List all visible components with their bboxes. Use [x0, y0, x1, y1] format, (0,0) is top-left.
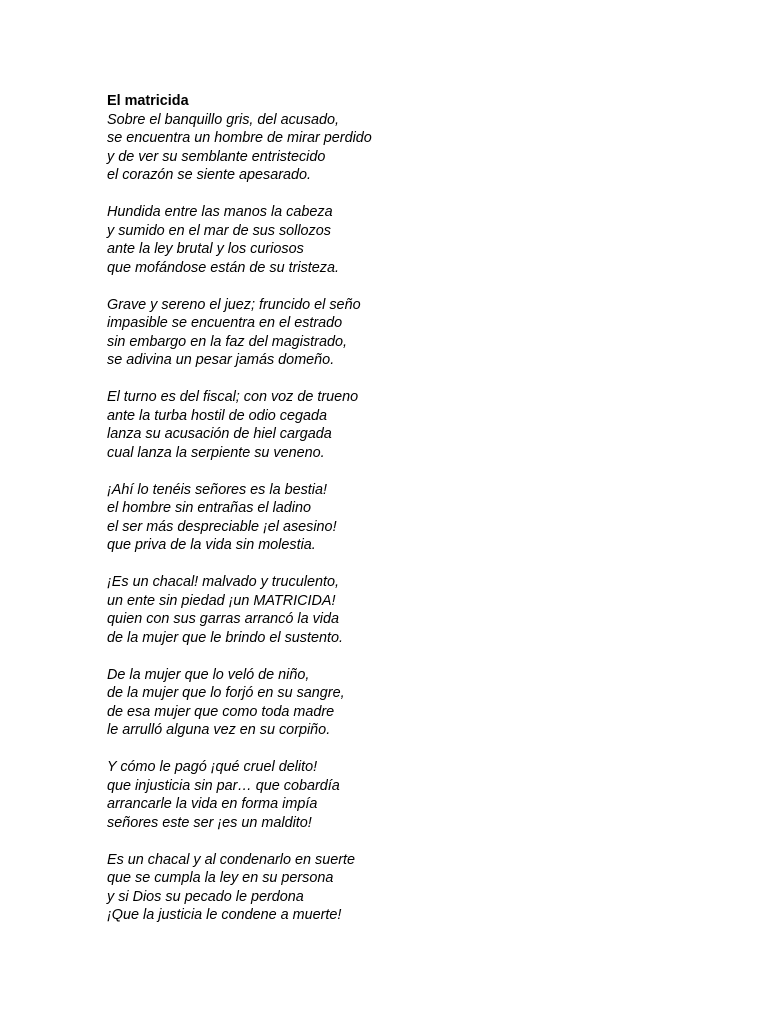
verse-line: el hombre sin entrañas el ladino [107, 500, 311, 516]
verse-line: se encuentra un hombre de mirar perdido [107, 130, 372, 146]
verse-line: de la mujer que le brindo el sustento. [107, 629, 343, 646]
verse-line: lanza su acusación de hiel cargada [107, 426, 332, 442]
stanza-2 [107, 203, 727, 277]
poem-title: El matricida [107, 93, 189, 109]
verse-line: Sobre el banquillo gris, del acusado, [107, 111, 339, 128]
stanza-7 [107, 666, 727, 740]
stanza-9 [107, 851, 727, 925]
verse-line: sin embargo en la faz del magistrado, [107, 333, 347, 350]
verse-line: arrancarle la vida en forma impía [107, 796, 318, 812]
verse-line: que priva de la vida sin molestia. [107, 537, 316, 553]
verse-line: Y cómo le pagó ¡qué cruel delito! [107, 759, 318, 775]
verse-line: ¡Que la justicia le condene a muerte! [107, 907, 342, 923]
document-page [107, 92, 727, 943]
verse-line: ¡Es un chacal! malvado y truculento, [107, 574, 339, 590]
verse-line: impasible se encuentra en el estrado [107, 315, 343, 331]
verse-line: Grave y sereno el juez; fruncido el seño [107, 296, 361, 313]
verse-line: Es un chacal y al condenarlo en suerte [107, 851, 355, 868]
verse-line: y si Dios su pecado le perdona [107, 888, 304, 905]
verse-line: Hundida entre las manos la cabeza [107, 204, 333, 220]
verse-line: que injusticia sin par… que cobardía [107, 777, 340, 794]
verse-line: le arrulló alguna vez en su corpiño. [107, 722, 331, 738]
verse-line: ante la ley brutal y los curiosos [107, 241, 304, 257]
verse-line: de esa mujer que como toda madre [107, 703, 335, 720]
verse-line: De la mujer que lo veló de niño, [107, 666, 310, 683]
verse-line: ante la turba hostil de odio cegada [107, 407, 328, 424]
verse-line: se adivina un pesar jamás domeño. [107, 352, 335, 368]
verse-line: un ente sin piedad ¡un MATRICIDA! [107, 592, 336, 609]
stanza-6 [107, 573, 727, 647]
verse-line: y sumido en el mar de sus sollozos [107, 222, 331, 239]
stanza-4 [107, 388, 727, 462]
verse-line: que mofándose están de su tristeza. [107, 259, 339, 276]
verse-line: cual lanza la serpiente su veneno. [107, 444, 325, 461]
verse-line: quien con sus garras arrancó la vida [107, 611, 339, 627]
verse-line: que se cumpla la ley en su persona [107, 870, 334, 886]
verse-line: señores este ser ¡es un maldito! [107, 814, 312, 831]
stanza-5 [107, 481, 727, 555]
verse-line: ¡Ahí lo tenéis señores es la bestia! [107, 481, 327, 498]
verse-line: y de ver su semblante entristecido [107, 148, 326, 165]
stanza-3 [107, 296, 727, 370]
verse-line: El turno es del fiscal; con voz de trueno [107, 389, 359, 405]
verse-line: el corazón se siente apesarado. [107, 167, 311, 183]
stanza-8 [107, 758, 727, 832]
verse-line: el ser más despreciable ¡el asesino! [107, 518, 337, 535]
verse-line: de la mujer que lo forjó en su sangre, [107, 685, 345, 701]
stanza-1 [107, 111, 727, 185]
